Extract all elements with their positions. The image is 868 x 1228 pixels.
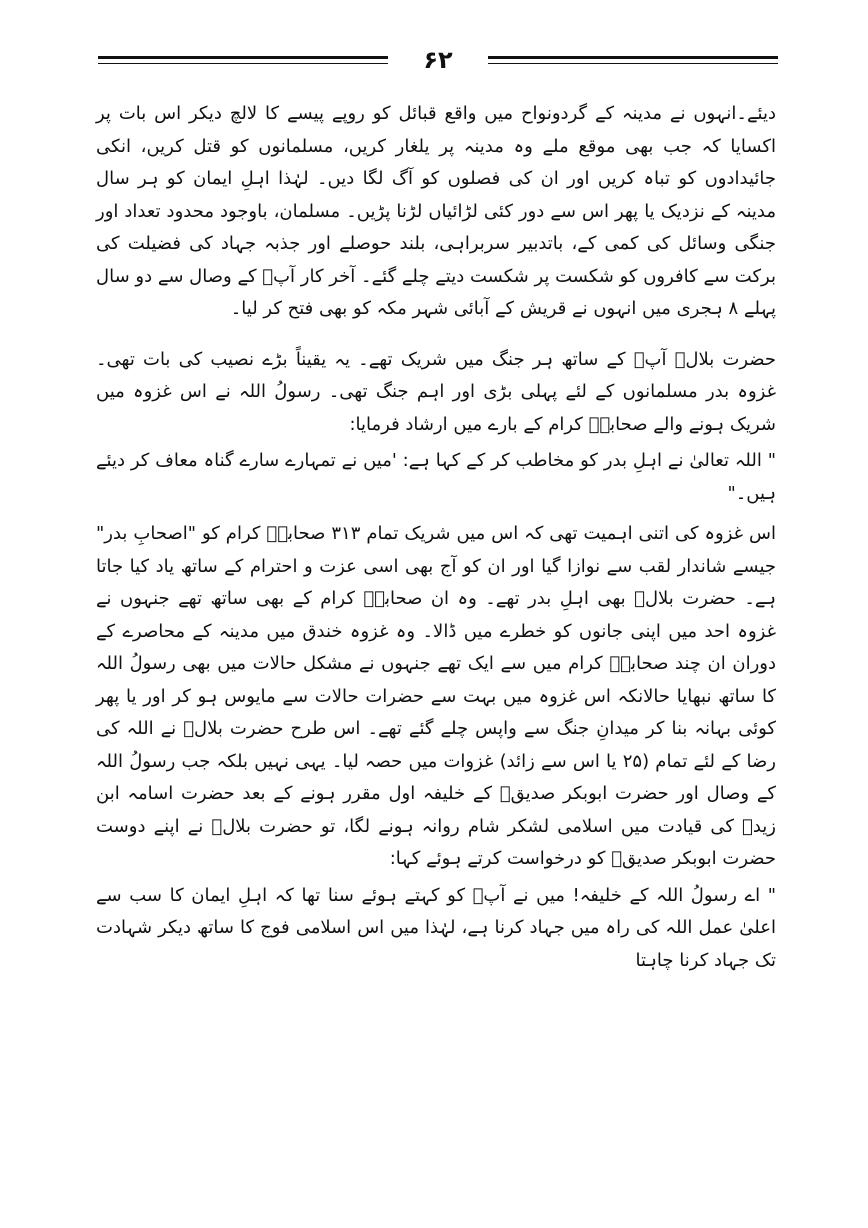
quotation: " اللہ تعالیٰ نے اہلِ بدر کو مخاطب کر کے کہا ہے: 'میں نے تمہارے سارے گناہ معاف کر دیئے ہیں۔" <box>96 450 776 504</box>
header-rule-right <box>488 56 778 64</box>
paragraph: حضرت بلالؓ آپؐ کے ساتھ ہر جنگ میں شریک تھے۔ یہ یقیناً بڑے نصیب کی بات تھی۔ غزوہ بدر مسلمانوں کے لئے پہلی بڑی اور اہم جنگ تھی۔ رسولُ اللہ نے اس غزوہ میں شریک ہونے والے صحابہؓ کرام کے بارے میں ارشاد فرمایا: <box>96 348 776 435</box>
quotation: " اے رسولُ اللہ کے خلیفہ! میں نے آپؐ کو کہتے ہوئے سنا تھا کہ اہلِ ایمان کا سب سے اعلیٰ عمل اللہ کی راہ میں جہاد کرنا ہے، لہٰذا میں اس اسلامی فوج کا ساتھ دیکر شہادت تک جہاد کرنا چاہتا <box>96 884 776 971</box>
paragraph: اس غزوہ کی اتنی اہمیت تھی کہ اس میں شریک تمام ۳۱۳ صحابہؓ کرام کو "اصحابِ بدر" جیسے شاندار لقب سے نوازا گیا اور ان کو آج بھی اسی عزت و احترام کے ساتھ یاد کیا جاتا ہے۔ حضرت بلالؓ بھی اہلِ بدر تھے۔ وہ ان صحابہؓ کرام کے بھی ساتھ تھے جنہوں نے غزوہ احد میں اپنی جانوں کو خطرے میں ڈالا۔ وہ غزوہ خندق میں مدینہ کے محاصرے کے دوران ان چند صحابہؓ کرام میں سے ایک تھے جنہوں نے مشکل حالات میں بھی رسولُ اللہ کا ساتھ نبھایا حالانکہ اس غزوہ میں بہت سے حضرات حالات سے مایوس ہو کر اور یا پھر کوئی بہانہ بنا کر میدانِ جنگ سے واپس چلے گئے تھے۔ اس طرح حضرت بلالؓ نے اللہ کی رضا کے لئے تمام (۲۵ یا اس سے زائد) غزوات میں حصہ لیا۔ یہی نہیں بلکہ جب رسولُ اللہ کے وصال اور حضرت ابوبکر صدیقؓ کے خلیفہ اول مقرر ہونے کے بعد حضرت اسامہ ابن زیدؓ کی قیادت میں اسلامی لشکر شام روانہ ہونے لگا، تو حضرت بلالؓ نے اپنے دوست حضرت ابوبکر صدیقؓ کو درخواست کرتے ہوئے کہا: <box>96 523 776 869</box>
page-header <box>98 40 778 80</box>
paragraph: دیئے۔انہوں نے مدینہ کے گردونواح میں واقع قبائل کو روپے پیسے کا لالچ دیکر اس بات پر اکسایا کہ جب بھی موقع ملے وہ مدینہ پر یلغار کریں، مسلمانوں کو قتل کریں، انکی جائیدادوں کو تباہ کریں اور ان کی فصلوں کو آگ لگا دیں۔ لہٰذا اہلِ ایمان کو ہر سال مدینہ کے نزدیک یا پھر اس سے دور کئی لڑائیاں لڑنا پڑیں۔ مسلمان، باوجود محدود تعداد اور جنگی وسائل کی کمی کے، باتدبیر سربراہی، بلند حوصلے اور جذبہ جہاد کی فضیلت کی برکت سے کافروں کو شکست پر شکست دیتے چلے گئے۔ آخر کار آپؐ کے وصال سے دو سال پہلے ۸ ہجری میں انہوں نے قریش کے آبائی شہر مکہ کو بھی فتح کر لیا۔ <box>96 103 776 319</box>
header-rule-left <box>98 56 388 64</box>
page-body <box>96 98 776 995</box>
page-number: ۶۲ <box>423 46 453 74</box>
